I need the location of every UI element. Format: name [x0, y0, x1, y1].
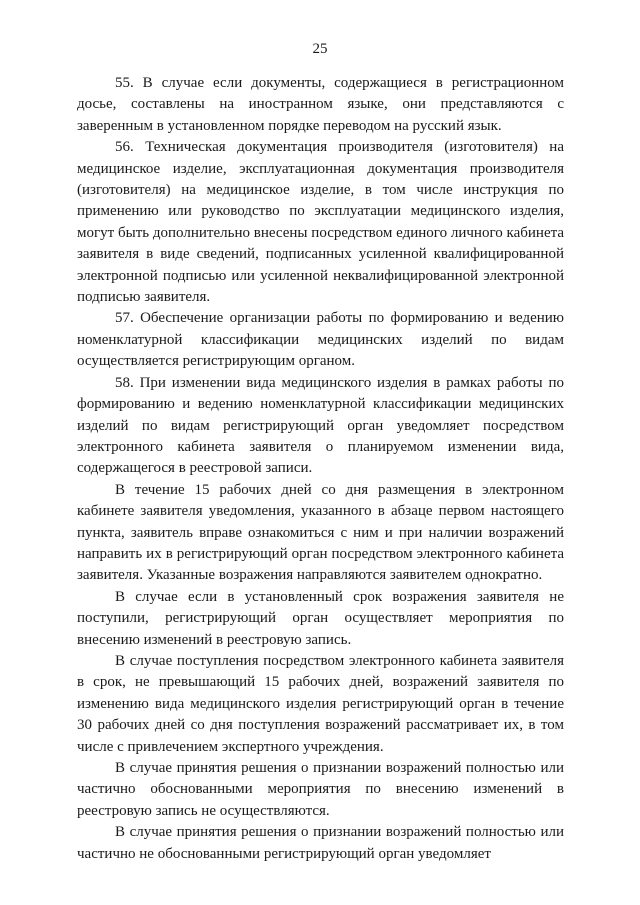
paragraph-58-no-objections: В случае если в установленный срок возражения заявителя не поступили, регистрирующий орган осуществляет мероприятия по внесению изменений в реестровую запись. [77, 588, 564, 648]
paragraph-56: 56. Техническая документация производителя (изготовителя) на медицинское изделие, эксплуатационная документация производителя (изготовителя) на медицинское изделие, в том числе инструкция по применению или руководство по эксплуатации медицинского изделия, могут быть дополнительно внесены посредством единого личного кабинета заявителя в виде сведений, подписанных усиленной квалифицированной электронной подписью или усиленной неквалифицированной электронной подписью заявителя. [77, 139, 564, 306]
paragraph-58-objection-period: В течение 15 рабочих дней со дня размещения в электронном кабинете заявителя уведомления, указанного в абзаце первом настоящего пункта, заявитель вправе ознакомиться с ним и при наличии возражений направить их в регистрирующий орган посредством электронного кабинета заявителя. Указанные возражения направляются заявителем однократно. [77, 481, 564, 584]
document-body [77, 73, 564, 865]
page-number: 25 [312, 41, 328, 57]
paragraph-58-objections-justified: В случае принятия решения о признании возражений полностью или частично обоснованными мероприятия по внесению изменений в реестровую запись не осуществляются. [77, 760, 564, 819]
paragraph-58-objections-received: В случае поступления посредством электронного кабинета заявителя в срок, не превышающий 15 рабочих дней, возражений заявителя по изменению вида медицинского изделия регистрирующий орган в течение 30 рабочих дней со дня поступления возражений рассматривает их, в том числе с привлечением экспертного учреждения. [77, 652, 564, 755]
paragraph-55: 55. В случае если документы, содержащиеся в регистрационном досье, составлены на иностранном языке, они представляются с заверенным в установленном порядке переводом на русский язык. [77, 75, 564, 134]
paragraph-58: 58. При изменении вида медицинского изделия в рамках работы по формированию и ведению номенклатурной классификации медицинских изделий по видам регистрирующий орган уведомляет посредством электронного кабинета заявителя о планируемом изменении вида, содержащегося в реестровой записи. [77, 374, 564, 477]
paragraph-57: 57. Обеспечение организации работы по формированию и ведению номенклатурной классификации медицинских изделий по видам осуществляется регистрирующим органом. [77, 310, 564, 370]
paragraph-58-objections-unjustified: В случае принятия решения о признании возражений полностью или частично не обоснованными регистрирующий орган уведомляет [77, 824, 564, 862]
